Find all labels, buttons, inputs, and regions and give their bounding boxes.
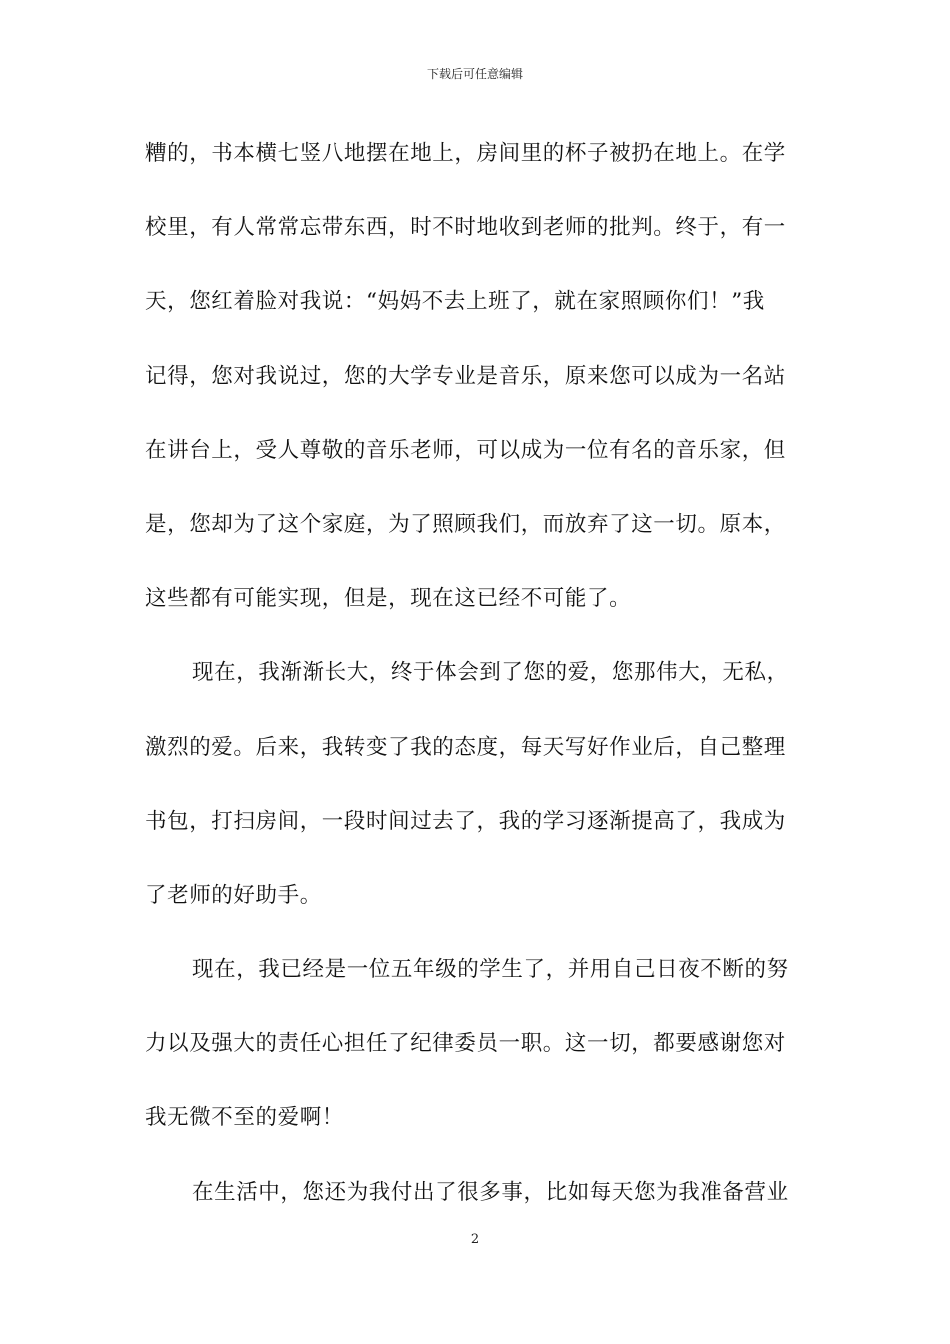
page-number: 2 — [470, 1232, 480, 1247]
text-line: 了老师的好助手。 — [145, 882, 322, 908]
text-line: 在讲台上，受人尊敬的音乐老师，可以成为一位有名的音乐家，但 — [145, 437, 786, 463]
paragraph-start-line: 现在，我已经是一位五年级的学生了，并用自己日夜不断的努 — [192, 957, 789, 983]
text-line: 是，您却为了这个家庭，为了照顾我们，而放弃了这一切。原本， — [145, 511, 786, 537]
paragraph-start-line: 在生活中，您还为我付出了很多事，比如每天您为我准备营业 — [192, 1179, 789, 1205]
text-line: 糟的，书本横七竖八地摆在地上，房间里的杯子被扔在地上。在学 — [145, 141, 786, 166]
text-line: 这些都有可能实现，但是，现在这已经不可能了。 — [145, 586, 632, 612]
text-line: 校里，有人常常忘带东西，时不时地收到老师的批判。终于，有一 — [145, 215, 786, 241]
page-header: 下载后可任意编辑 — [426, 67, 523, 81]
text-line: 激烈的爱。后来，我转变了我的态度，每天写好作业后，自己整理 — [145, 734, 786, 760]
paragraph-start-line: 现在，我渐渐长大，终于体会到了您的爱，您那伟大，无私， — [192, 660, 789, 686]
text-line: 天，您红着脸对我说：“妈妈不去上班了，就在家照顾你们！”我 — [145, 289, 765, 315]
text-line: 书包，打扫房间，一段时间过去了，我的学习逐渐提高了，我成为 — [145, 808, 786, 834]
document-body — [145, 134, 810, 1247]
text-line: 记得，您对我说过，您的大学专业是音乐，原来您可以成为一名站 — [145, 363, 786, 389]
text-line: 力以及强大的责任心担任了纪律委员一职。这一切，都要感谢您对 — [145, 1031, 786, 1057]
text-line: 我无微不至的爱啊！ — [145, 1105, 344, 1131]
